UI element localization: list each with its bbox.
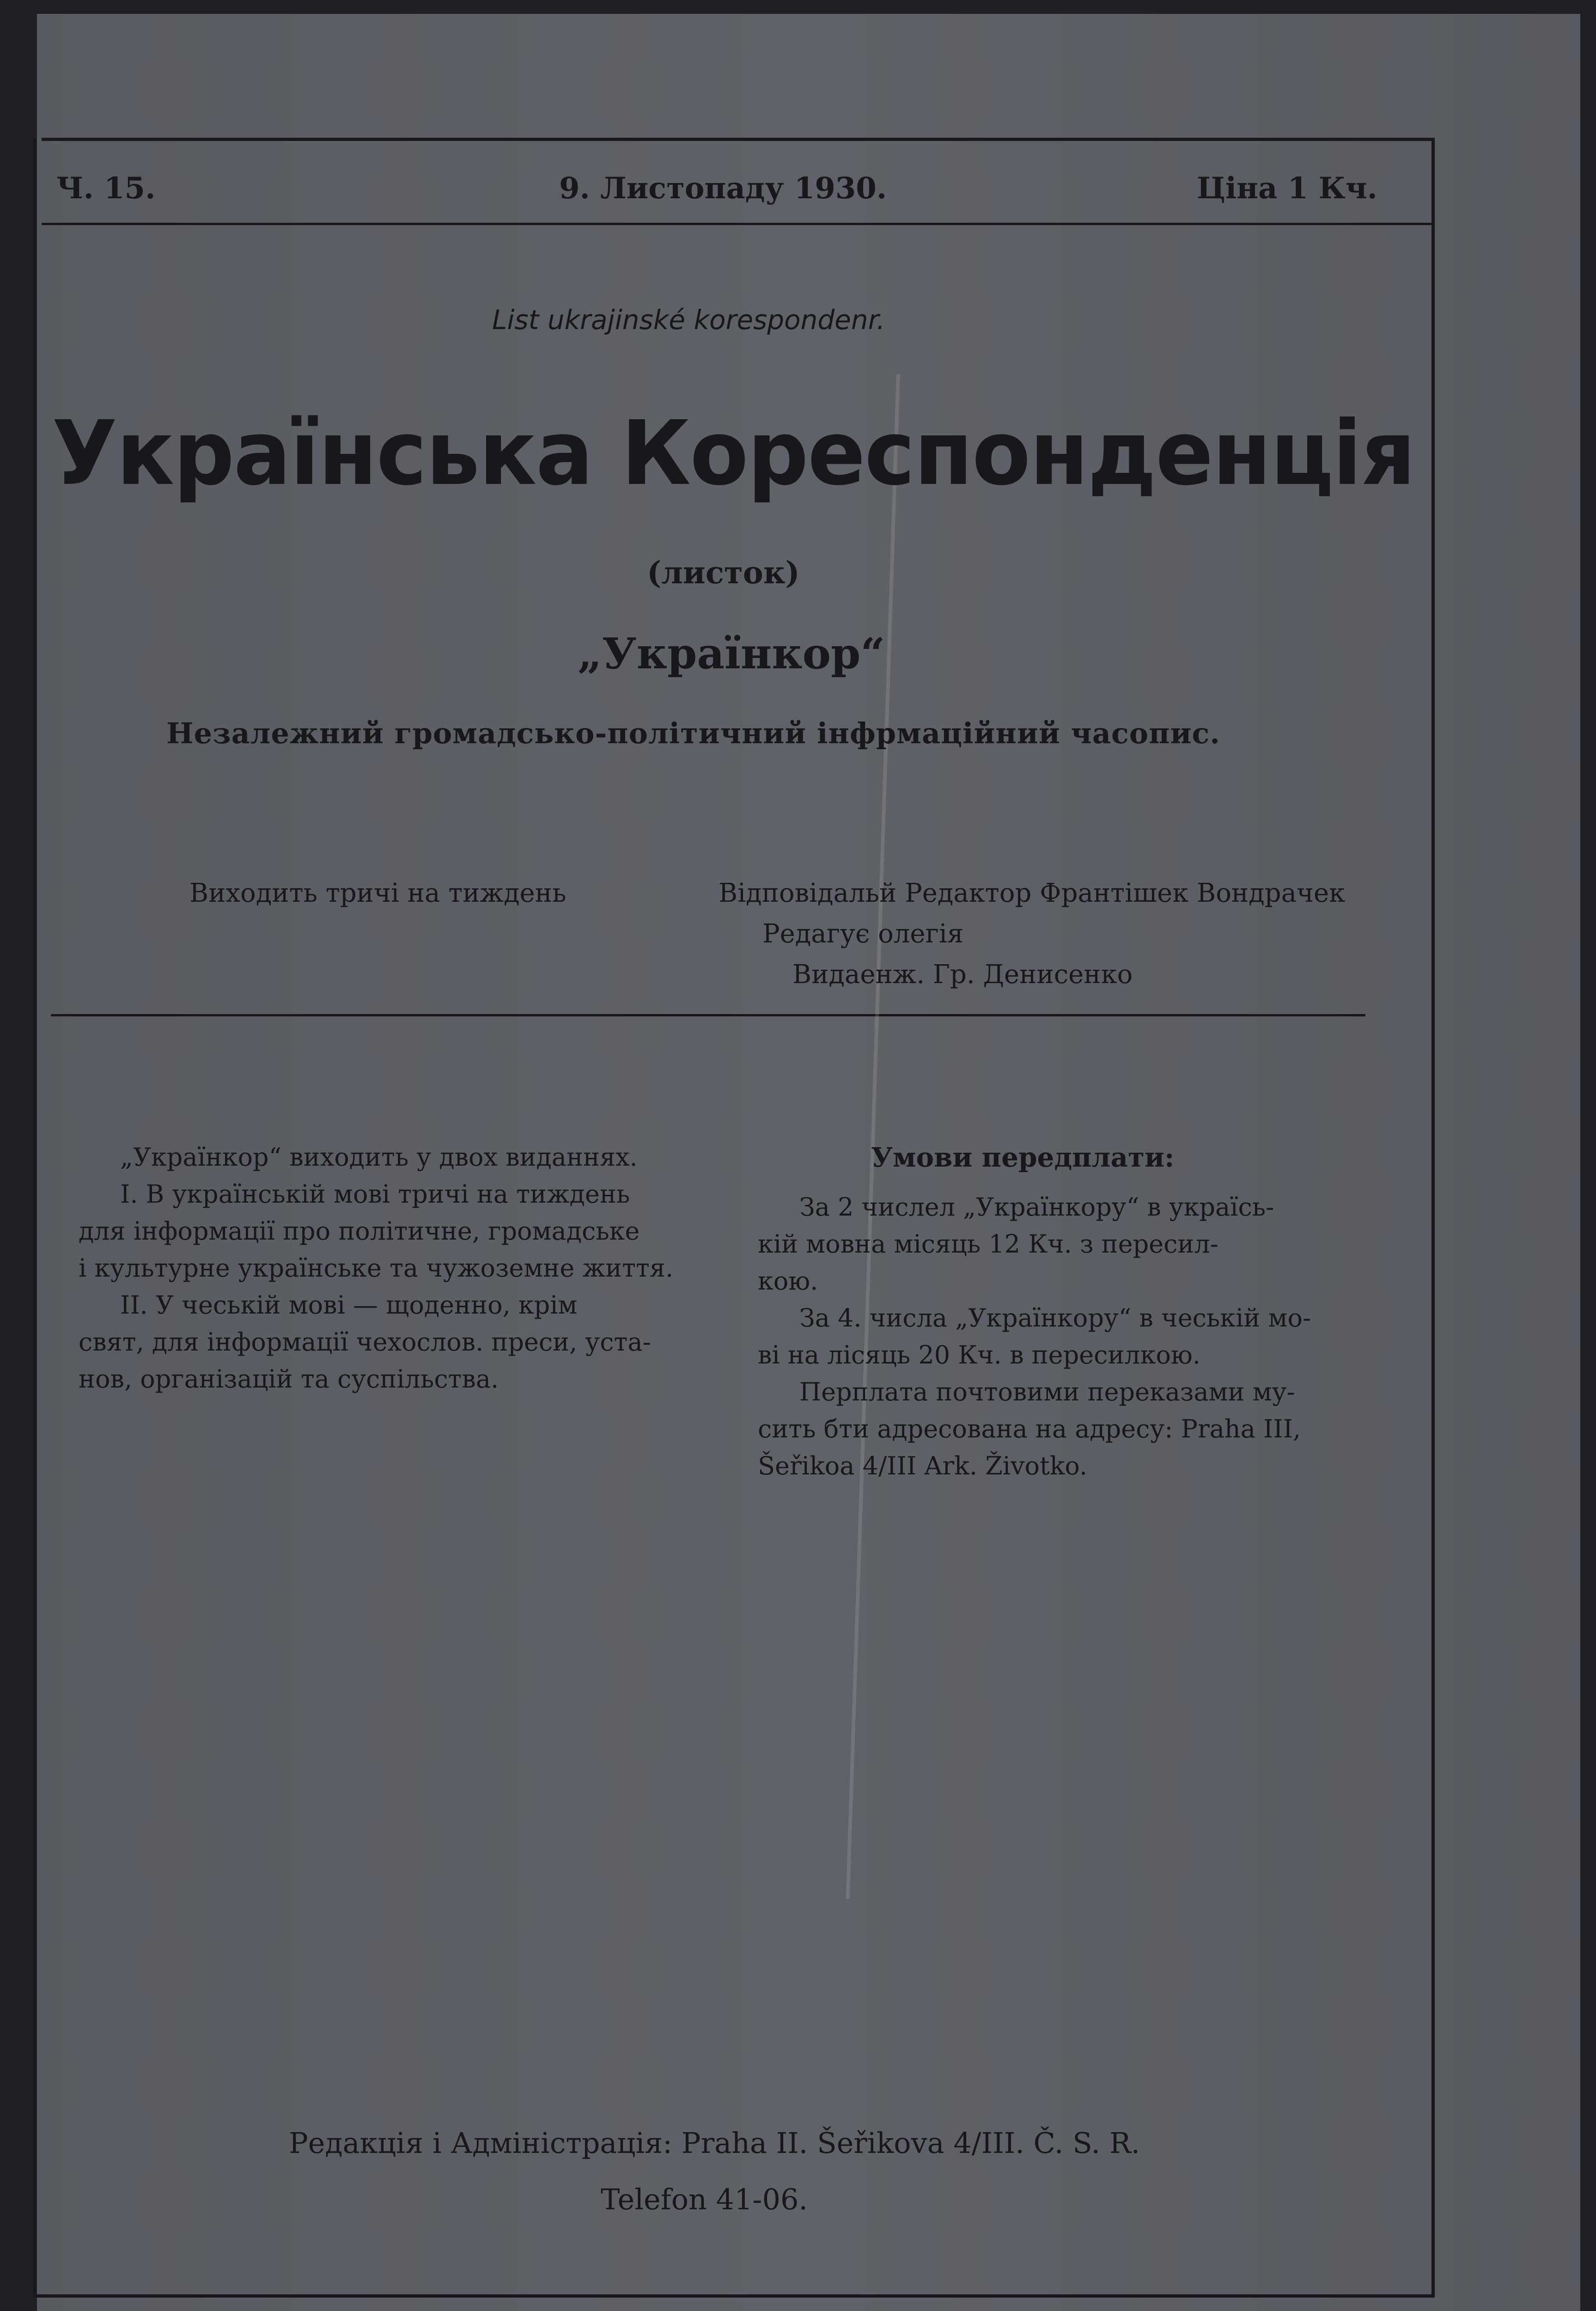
publisher: Видаенж. Гр. Денисенко (792, 960, 1133, 990)
editions-line: II. У чеській мові — щоденно, крім (120, 1290, 578, 1320)
issue-number: Ч. 15. (56, 171, 156, 206)
subscription-heading: Умови передплати: (871, 1142, 1175, 1173)
imprint-divider-rule (51, 1014, 1365, 1016)
masthead-description: Незалежний громадсько-політичний інфрмаційний часопис. (166, 716, 1220, 750)
paper-fold-crease (846, 374, 900, 1899)
frame-top-rule (42, 138, 1435, 141)
issue-price: Ціна 1 Кч. (1197, 171, 1377, 206)
editorial-address: Редакція і Адміністрація: Praha II. Šeřikova 4/III. Č. S. R. (289, 2126, 1140, 2160)
telephone-number: Telefon 41-06. (601, 2183, 808, 2216)
editions-line: I. В українській мові тричі на тиждень (120, 1180, 630, 1209)
editions-line: свят, для інформації чехослов. преси, уста- (79, 1327, 651, 1357)
editions-line: нов, організацій та суспільства. (79, 1364, 499, 1394)
subscription-line: За 4. числа „Украïнкору“ в чеській мо- (799, 1303, 1311, 1333)
frame-bottom-rule (33, 2294, 1435, 2298)
subscription-line: За 2 числел „Украïнкору“ в україсь- (799, 1192, 1274, 1222)
subscription-line: кою. (758, 1266, 818, 1296)
subscription-line: ві на лісяць 20 Кч. в пересилкою. (758, 1340, 1201, 1369)
issue-date: 9. Листопаду 1930. (559, 171, 887, 206)
latin-subtitle: List ukrajinské korespondenr. (492, 304, 885, 336)
newspaper-cover-sheet (37, 14, 1580, 2311)
subscription-line: сить бти адресована на адресу: Praha III, (758, 1414, 1301, 1443)
editorial-board: Редагує олегія (762, 919, 964, 949)
header-divider-rule (42, 223, 1435, 225)
masthead-short-name: „Украïнкор“ (578, 629, 885, 679)
masthead-form: (листок) (647, 555, 800, 591)
editions-line: і культурне українське та чужоземне життя. (79, 1253, 674, 1283)
subscription-line: кій мовна місяць 12 Кч. з пересил- (758, 1229, 1218, 1259)
masthead-title: Українська Кореспонденція (52, 402, 1415, 505)
subscription-line: Šeřikoa 4/III Ark. Životko. (758, 1451, 1088, 1480)
editions-line: для інформації про політичне, громадське (79, 1217, 640, 1246)
publication-frequency: Виходить тричі на тиждень (189, 878, 567, 908)
frame-right-rule (1432, 138, 1435, 2297)
responsible-editor: Відповідальй Редактор Франтішек Вондрачек (719, 878, 1346, 908)
subscription-line: Перплата почтовими переказами му- (799, 1377, 1295, 1406)
frame-left-rule (33, 138, 36, 2297)
editions-line: „Украïнкор“ виходить у двох виданнях. (120, 1143, 638, 1172)
